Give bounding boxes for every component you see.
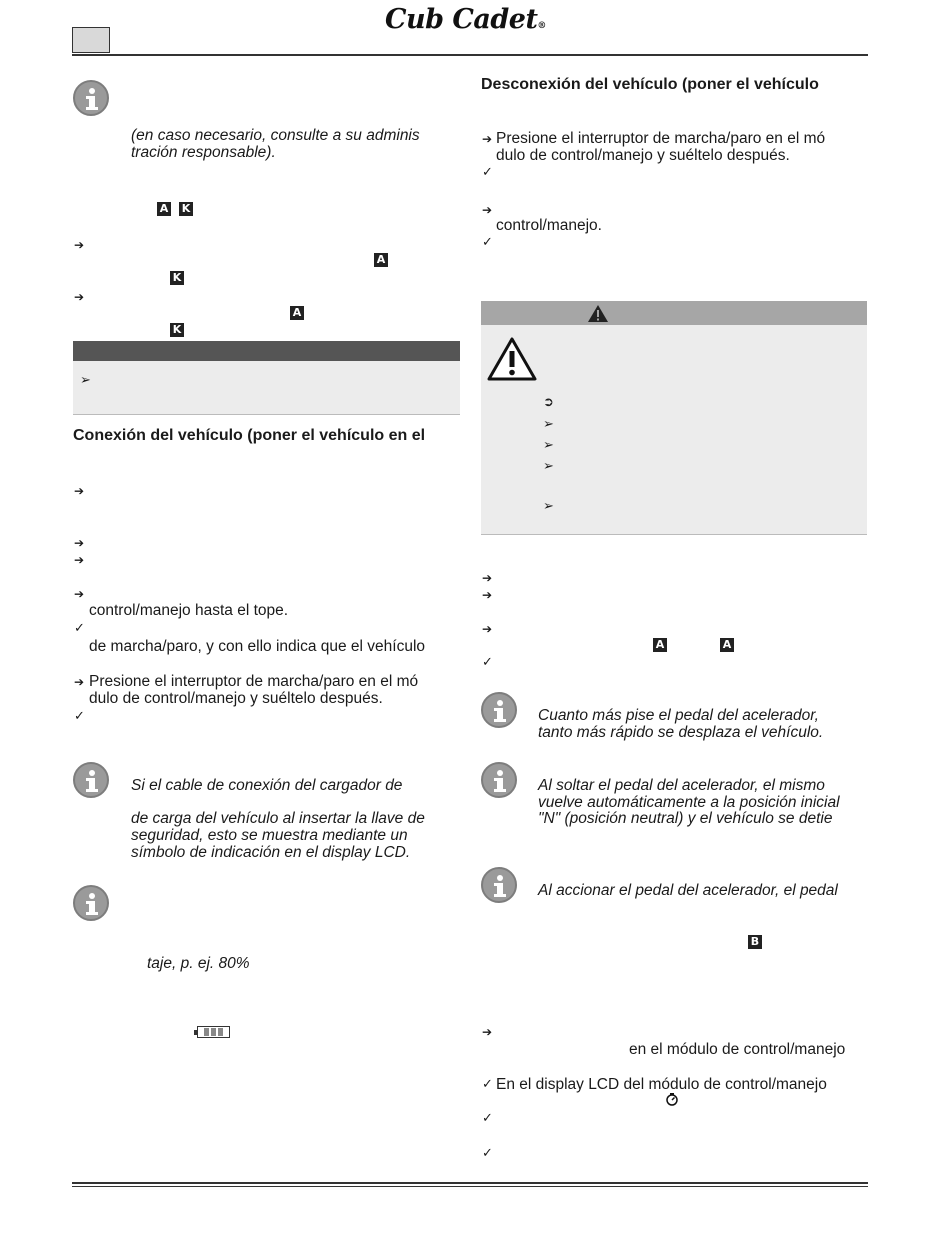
warning-box-body xyxy=(481,325,867,535)
footer-rule-top xyxy=(72,1182,868,1184)
arrow-icon: ➔ xyxy=(74,536,85,550)
arrow-icon: ➔ xyxy=(482,203,493,217)
label-badge-a: A xyxy=(653,638,667,652)
text-line: control/manejo. xyxy=(496,217,602,234)
check-icon: ✓ xyxy=(482,654,493,669)
warning-triangle-icon xyxy=(486,336,538,382)
warning-bullet-icon: ➢ xyxy=(543,498,554,513)
info-text-line: vuelve automáticamente a la posición inicial xyxy=(538,794,840,811)
info-icon xyxy=(73,80,109,116)
arrow-icon: ➔ xyxy=(74,553,85,567)
timer-icon xyxy=(665,1093,679,1106)
arrow-icon: ➔ xyxy=(74,290,85,304)
label-badge-a: A xyxy=(290,306,304,320)
header-rule xyxy=(72,54,868,56)
info-text-line: Al accionar el pedal del acelerador, el pedal xyxy=(538,882,838,899)
info-text-line: tración responsable). xyxy=(131,144,276,161)
info-text-line: (en caso necesario, consulte a su adminis xyxy=(131,127,420,144)
info-icon xyxy=(481,692,517,728)
info-icon xyxy=(481,867,517,903)
note-box-header xyxy=(73,341,460,361)
brand-logo xyxy=(385,4,546,35)
info-text-line: taje, p. ej. 80% xyxy=(147,955,250,972)
check-icon: ✓ xyxy=(74,708,85,723)
warning-box-header xyxy=(481,301,867,325)
check-icon: ✓ xyxy=(482,1110,493,1125)
warning-header-icon xyxy=(587,304,609,323)
info-text-line: seguridad, esto se muestra mediante un xyxy=(131,827,408,844)
info-text-line: Si el cable de conexión del cargador de xyxy=(131,777,403,794)
info-text-line: "N" (posición neutral) y el vehículo se detie xyxy=(538,810,833,827)
arrow-icon: ➔ xyxy=(74,675,85,689)
check-icon: ✓ xyxy=(482,234,493,249)
text-line: En el display LCD del módulo de control/manejo xyxy=(496,1076,827,1093)
warning-bullet-icon: ➢ xyxy=(543,416,554,431)
arrow-icon: ➔ xyxy=(74,587,85,601)
note-box-body xyxy=(73,361,460,415)
check-icon: ✓ xyxy=(74,620,85,635)
registered-mark: ® xyxy=(537,21,546,31)
check-icon: ✓ xyxy=(482,164,493,179)
label-badge-k: K xyxy=(170,323,184,337)
warning-bullet-icon: ➢ xyxy=(543,458,554,473)
battery-icon xyxy=(194,1026,230,1038)
arrow-icon: ➔ xyxy=(74,484,85,498)
text-line: de marcha/paro, y con ello indica que el vehículo xyxy=(89,638,426,655)
check-icon: ✓ xyxy=(482,1076,493,1091)
check-icon: ✓ xyxy=(482,1145,493,1160)
text-line: Presione el interruptor de marcha/paro en el mó xyxy=(89,673,419,690)
arrow-icon: ➔ xyxy=(74,238,85,252)
arrow-icon: ➔ xyxy=(482,588,493,602)
warning-bullet-icon: ➢ xyxy=(543,437,554,452)
footer-rule-bottom xyxy=(72,1186,868,1187)
text-line: Presione el interruptor de marcha/paro en el mó xyxy=(496,130,826,147)
info-text-line: Al soltar el pedal del acelerador, el mismo xyxy=(538,777,825,794)
text-line: en el módulo de control/manejo xyxy=(629,1041,846,1058)
text-line: control/manejo hasta el tope. xyxy=(89,602,289,619)
info-text-line: tanto más rápido se desplaza el vehículo. xyxy=(538,724,824,741)
label-badge-a: A xyxy=(157,202,171,216)
arrow-icon: ➔ xyxy=(482,622,493,636)
text-line: dulo de control/manejo y suéltelo después. xyxy=(496,147,790,164)
info-text-line: Cuanto más pise el pedal del acelerador, xyxy=(538,707,819,724)
info-icon xyxy=(73,762,109,798)
warning-bullet-icon: ➲ xyxy=(543,394,554,409)
text-line: dulo de control/manejo y suéltelo después. xyxy=(89,690,383,707)
info-text-line: símbolo de indicación en el display LCD. xyxy=(131,844,411,861)
label-badge-a: A xyxy=(374,253,388,267)
brand-name: Cub Cadet xyxy=(385,4,538,35)
note-bullet-icon: ➢ xyxy=(80,372,91,387)
section-title-disconnect: Desconexión del vehículo (poner el vehículo xyxy=(481,76,819,93)
arrow-icon: ➔ xyxy=(482,571,493,585)
arrow-icon: ➔ xyxy=(482,1025,493,1039)
label-badge-a: A xyxy=(720,638,734,652)
label-badge-k: K xyxy=(170,271,184,285)
arrow-icon: ➔ xyxy=(482,132,493,146)
info-icon xyxy=(481,762,517,798)
page-number-box xyxy=(72,27,110,53)
label-badge-b: B xyxy=(748,935,762,949)
label-badge-k: K xyxy=(179,202,193,216)
section-title-connect: Conexión del vehículo (poner el vehículo en el xyxy=(73,427,426,444)
info-icon xyxy=(73,885,109,921)
info-text-line: de carga del vehículo al insertar la llave de xyxy=(131,810,425,827)
